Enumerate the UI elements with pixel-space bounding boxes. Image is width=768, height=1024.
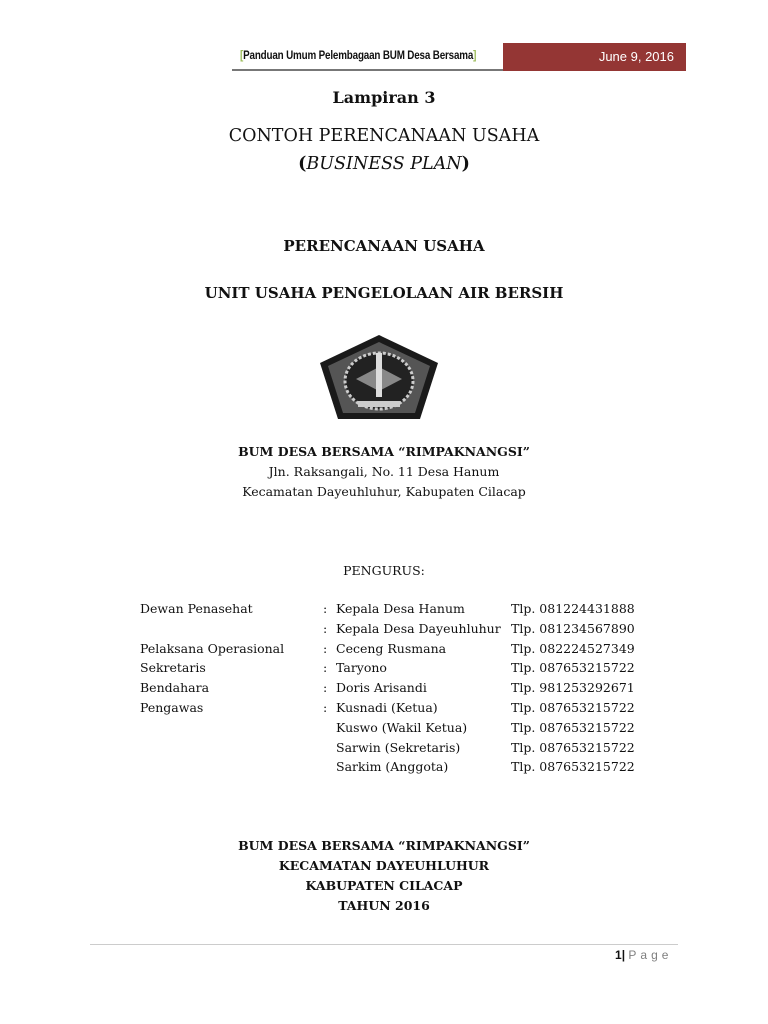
pengurus-colon: :	[323, 700, 328, 715]
pengurus-tel: Tlp. 081234567890	[511, 620, 635, 636]
closing-line-3: KABUPATEN CILACAP	[305, 878, 463, 893]
heading-perencanaan: PERENCANAAN USAHA	[283, 237, 485, 255]
pengurus-name: Sarwin (Sekretaris)	[336, 739, 461, 755]
doc-title: CONTOH PERENCANAAN USAHA	[228, 126, 540, 146]
page-number: 1| Page	[615, 948, 673, 962]
pengurus-name: Kuswo (Wakil Ketua)	[336, 719, 468, 735]
footer-rule	[90, 944, 678, 945]
pengurus-tel: Tlp. 081224431888	[511, 601, 635, 616]
pengurus-label: PENGURUS:	[343, 563, 425, 578]
closing-line-4: TAHUN 2016	[338, 898, 430, 913]
pengurus-row	[0, 720, 768, 740]
pengurus-role: Pengawas	[140, 700, 204, 715]
header-title: [Panduan Umum Pelembagaan BUM Desa Bersama]	[240, 48, 477, 62]
header-rule	[232, 69, 504, 71]
doc-subtitle: (BUSINESS PLAN)	[298, 154, 470, 174]
pengurus-name: Doris Arisandi	[336, 680, 427, 696]
closing-line-2: KECAMATAN DAYEUHLUHUR	[278, 858, 490, 873]
org-address-2: Kecamatan Dayeuhluhur, Kabupaten Cilacap	[242, 484, 526, 499]
pengurus-role: Sekretaris	[140, 660, 206, 676]
pengurus-role: Dewan Penasehat	[140, 601, 253, 616]
pengurus-row	[0, 759, 768, 779]
org-name: BUM DESA BERSAMA “RIMPAKNANGSI”	[238, 444, 530, 459]
pengurus-row	[0, 621, 768, 641]
pengurus-tel: Tlp. 082224527349	[511, 640, 635, 656]
pengurus-name: Sarkim (Anggota)	[336, 759, 449, 775]
pengurus-colon: :	[323, 601, 328, 616]
header-title-text: Panduan Umum Pelembagaan BUM Desa Bersama	[243, 48, 474, 62]
pengurus-name: Taryono	[336, 660, 387, 676]
pengurus-tel: Tlp. 087653215722	[511, 660, 635, 676]
heading-unit-usaha: UNIT USAHA PENGELOLAAN AIR BERSIH	[204, 284, 564, 302]
pengurus-name: Kepala Desa Dayeuhluhur	[336, 620, 501, 636]
pengurus-tel: Tlp. 981253292671	[511, 680, 635, 696]
pengurus-colon: :	[323, 620, 328, 636]
lampiran-label: Lampiran 3	[332, 88, 436, 107]
pengurus-tel: Tlp. 087653215722	[511, 719, 635, 735]
closing-line-1: BUM DESA BERSAMA “RIMPAKNANGSI”	[238, 838, 530, 853]
pengurus-row	[0, 700, 768, 720]
pengurus-name: Kepala Desa Hanum	[336, 601, 465, 616]
pengurus-name: Kusnadi (Ketua)	[336, 700, 438, 715]
pengurus-row	[0, 680, 768, 700]
pengurus-row	[0, 641, 768, 661]
pengurus-row	[0, 601, 768, 621]
pengurus-name: Ceceng Rusmana	[336, 640, 447, 656]
pengurus-colon: :	[323, 640, 328, 656]
pengurus-colon: :	[323, 680, 328, 696]
pengurus-tel: Tlp. 087653215722	[511, 700, 635, 715]
pengurus-tel: Tlp. 087653215722	[511, 759, 635, 775]
pengurus-tel: Tlp. 087653215722	[511, 739, 635, 755]
bumdes-logo	[318, 333, 440, 421]
pengurus-row	[0, 660, 768, 680]
org-address-1: Jln. Raksangali, No. 11 Desa Hanum	[268, 464, 500, 479]
pengurus-colon: :	[323, 660, 328, 676]
pengurus-role: Bendahara	[140, 680, 210, 696]
header-date: June 9, 2016	[503, 43, 686, 71]
pengurus-role: Pelaksana Operasional	[140, 640, 285, 656]
pengurus-row	[0, 740, 768, 760]
